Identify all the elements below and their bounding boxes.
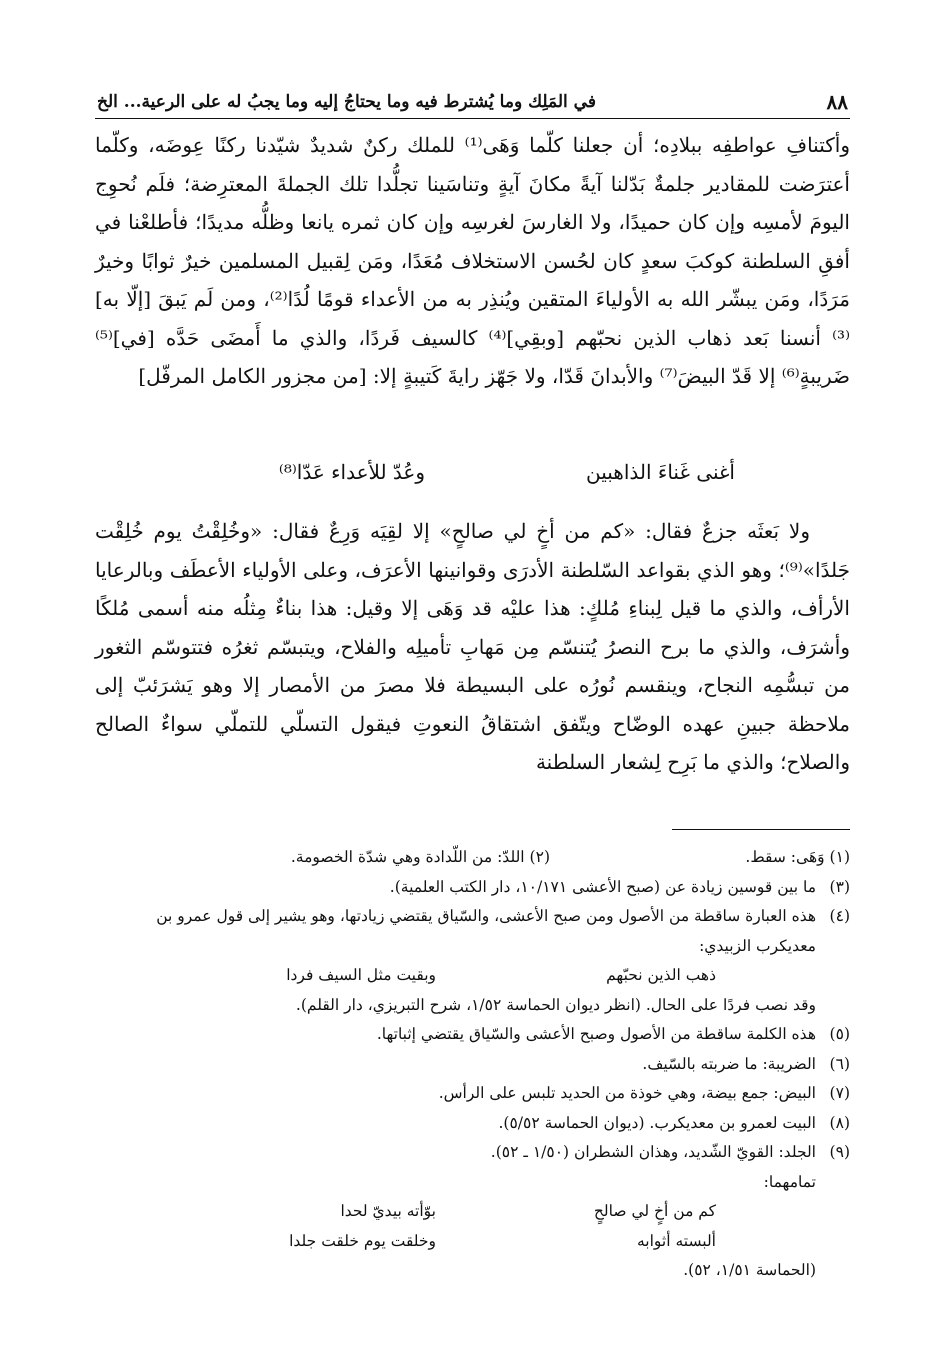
- footnote-text: الضريبة: ما ضربته بالسّيف.: [642, 1054, 816, 1073]
- footnote-number: (٦): [829, 1054, 850, 1073]
- verse-second-hemistich: بوّأته بيديّ لحدا: [340, 1202, 436, 1220]
- footnote-verse: [95, 961, 816, 991]
- page-header: [95, 84, 850, 119]
- footnote-number: (٩): [829, 1143, 850, 1161]
- footnote-4: [95, 902, 850, 1020]
- footnote-8: [95, 1109, 850, 1139]
- footnote-number: (٢): [529, 848, 550, 866]
- footnote-number: (٨): [829, 1113, 850, 1132]
- footnote-text: البيض: جمع بيضة، وهي خوذة من الحديد تلبس على الرأس.: [438, 1084, 816, 1102]
- footnote-row-1-2: [95, 843, 850, 873]
- footnote-9: [95, 1138, 850, 1286]
- verse-second-hemistich: وبقيت مثل السيف فردا: [286, 966, 436, 984]
- footnote-6: [95, 1050, 850, 1080]
- verse-first-hemistich: كم من أخٍ لي صالحٍ: [593, 1202, 716, 1220]
- footnote-2: [291, 843, 550, 873]
- footnote-text: البيت لعمرو بن معديكرب. (ديوان الحماسة ٥/٥٢).: [498, 1113, 816, 1132]
- footnote-verse: [95, 1227, 816, 1257]
- footnote-text: هذه العبارة ساقطة من الأصول ومن صبح الأعشى، والسّياق يقتضي زيادتها، وهو يشير إلى قول عمرو بن معديكرب الزبيدي:: [156, 907, 816, 955]
- footnote-number: (٣): [829, 877, 850, 896]
- footnote-text: الجلد: القويّ الشّديد، وهذان الشطران (١/٥٠ ـ ٥٢).: [490, 1143, 816, 1161]
- footnote-verse: [95, 1197, 816, 1227]
- verse-second-hemistich: وعُدّ للأعداء عَدّا⁽⁸⁾: [278, 460, 425, 484]
- footnote-7: [95, 1079, 850, 1109]
- footnote-3: [95, 873, 850, 903]
- footnote-number: (٥): [829, 1025, 850, 1043]
- footnote-5: [95, 1020, 850, 1050]
- page-number: ٨٨: [826, 90, 848, 114]
- verse-first-hemistich: ألبسته أثوابه: [636, 1231, 716, 1250]
- footnote-text: ما بين قوسين زيادة عن (صبح الأعشى ١٠/١٧١، دار الكتب العلمية).: [389, 877, 816, 896]
- verse-first-hemistich: ذهب الذين نحبّهم: [606, 966, 716, 984]
- footnote-number: (٧): [829, 1084, 850, 1102]
- footnote-source: (الحماسة ١/٥١، ٥٢).: [683, 1261, 816, 1279]
- footnote-1: [745, 843, 850, 873]
- verse-second-hemistich: وخلقت يوم خلقت جلدا: [289, 1231, 436, 1250]
- footnote-number: (١): [829, 848, 850, 866]
- footnote-separator: [672, 829, 850, 830]
- body-paragraph-1: وأكتنافِ عواطفِه ببلادِه؛ أن جعلنا كلّما وَهَى⁽¹⁾ للملك ركنٌ شديدٌ شيّدنا ركنًا عِوضَه، وكلّما أعترَضت للمقادير جلمةٌ بَدّلنا آيةً مكانَ آيةٍ وتناسَينا تجلُّدا تلك الجملةَ المعترِضة؛ فلَم نُحوِج اليومَ لأمسِه وإن كان حميدًا، ولا الغارسَ لغرسِه وإن كان ثمره يانعا وظلُّه مديدًا؛ فأطلعْنا في أفقِ السلطنة كوكبَ سعدٍ كان لحُسن الاستخلاف مُعَدًا، ومَن لِقبيل المسلمين خيرٌ ثوابًا وخيرٌ مَرَدًا، ومَن يبشّر الله به الأولياءَ المتقين ويُنذِر به من الأعداء قومًا لُدًا⁽²⁾، ومن لَم يَبقَ [إلّا به]⁽³⁾ أنسنا بَعد ذهاب الذين نحبّهم [وبقِي]⁽⁴⁾ كالسيف فَردًا، والذي ما أَمضَى حَدَّه [في]⁽⁵⁾ ضَريبةٍ⁽⁶⁾ إلا قَدّ البيضَ⁽⁷⁾ والأبدانَ قَدّا، ولا جَهّز رايةَ كَتيبةٍ إلا: [من مجزور الكامل المرفّل]: [95, 133, 850, 388]
- main-text-block-1: [95, 126, 850, 396]
- main-text-block-2: [95, 512, 850, 782]
- footnote-continuation: تمامهما:: [763, 1172, 816, 1191]
- footnote-text: هذه الكلمة ساقطة من الأصول وصبح الأعشى والسّياق يقتضي إثباتها.: [376, 1025, 816, 1043]
- footnote-number: (٤): [829, 907, 850, 925]
- body-paragraph-2: ولا بَعثَه جزعٌ فقال: «كم من أخٍ لي صالحٍ» إلا لقِيَه وَرِعٌ فقال: «وخُلِقْتُ يوم خُلِقْت جَلدًا»⁽⁹⁾؛ وهو الذي بقواعد السّلطنة الأدرَى وقوانينها الأعرَف، وعلى الأولياء الأعطَف وبالرعايا الأرأف، والذي ما قيل لِبناءِ مُلكٍ: هذا عليْه قد وَهَى إلا وقيل: هذا بناءٌ مِثلُه منه أسمى مُلكًا وأشرَف، والذي ما برح النصرُ يُتنسّم مِن مَهابِ تأميلِه والفلاح، ويتبسّم ثغرُه فتتوسّم الثغور من تبسُّمِه النجاح، وينقسم نُورُه على البسيطة فلا مصرَ من الأمصار إلا وهو يَشرَئبّ إلى ملاحظة جبينِ عهده الوضّاح ويتّفق اشتقاقُ النعوتِ فيقول التسلّي للتملّي سواءٌ الصالح والصلاح؛ والذي ما بَرِح لِشعار السلطنة: [95, 519, 850, 774]
- verse-first-hemistich: أغنى غَناءَ الذاهبين: [586, 460, 735, 484]
- footnotes: [95, 843, 850, 1286]
- running-title: في المَلِك وما يُشترط فيه وما يحتاجُ إليه وما يجبُ له على الرعية... الخ: [97, 92, 596, 112]
- footnote-continuation: وقد نصب فردًا على الحال. (انظر ديوان الحماسة ١/٥٢، شرح التبريزي، دار القلم).: [295, 995, 816, 1014]
- footnote-text: اللدّ: من اللّدادة وهي شدّة الخصومة.: [290, 848, 525, 866]
- verse-line: [95, 456, 850, 496]
- footnote-text: وَهَى: سقط.: [745, 848, 825, 866]
